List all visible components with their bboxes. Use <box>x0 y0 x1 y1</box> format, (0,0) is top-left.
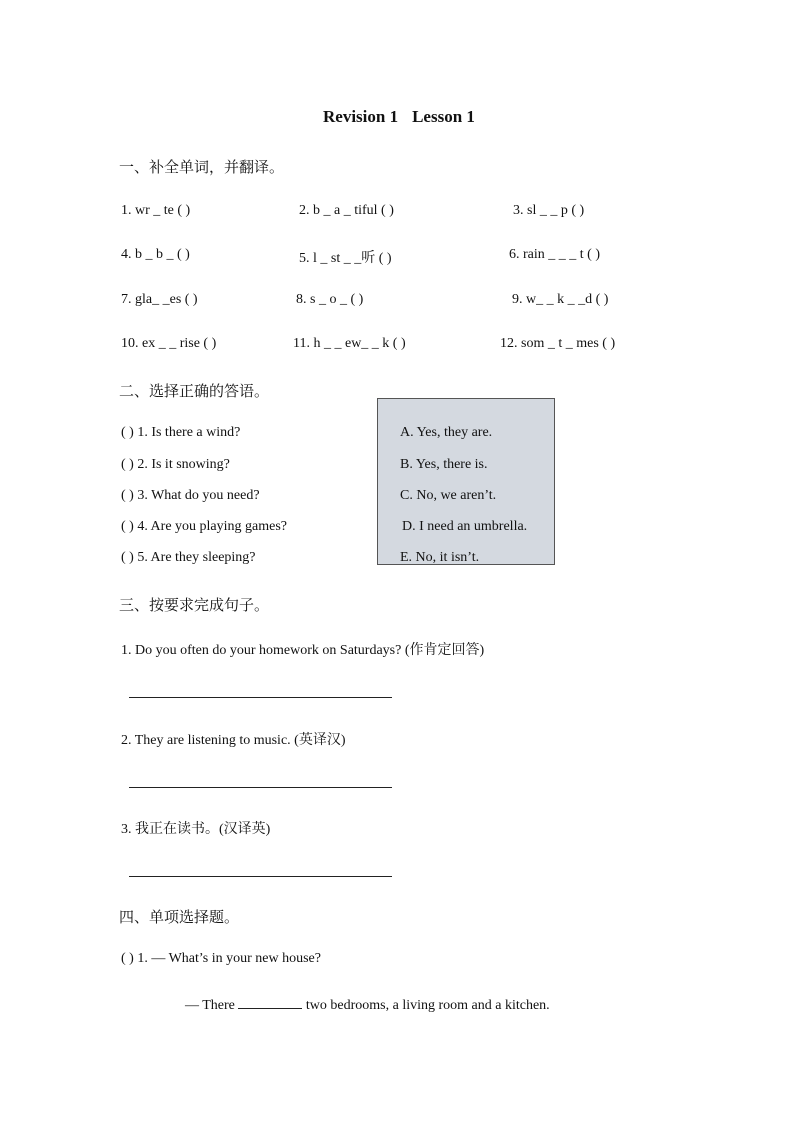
section1-heading: 一、补全单词，并翻译。 <box>119 158 285 176</box>
sentence-task-2: 2. They are listening to music. (英译汉) <box>121 733 346 748</box>
section3-heading: 三、按要求完成句子。 <box>119 596 270 614</box>
word-item-4: 4. b _ b _ ( ) <box>121 247 190 262</box>
sentence-task-1: 1. Do you often do your homework on Saturdays? (作肯定回答) <box>121 643 485 658</box>
choice-question-1-response <box>185 996 550 1014</box>
word-item-8: 8. s _ o _ ( ) <box>296 292 364 307</box>
match-question-5: ( ) 5. Are they sleeping? <box>121 550 256 565</box>
response-text-before: — There <box>185 998 239 1013</box>
section2-heading: 二、选择正确的答语。 <box>119 382 270 400</box>
answer-option-a: A. Yes, they are. <box>400 425 493 440</box>
match-question-1: ( ) 1. Is there a wind? <box>121 425 241 440</box>
answer-option-d: D. I need an umbrella. <box>402 519 528 534</box>
word-item-5: 5. l _ st _ _听 ( ) <box>299 251 392 266</box>
sentence-task-3: 3. 我正在读书。(汉译英) <box>121 822 271 837</box>
answer-option-e: E. No, it isn’t. <box>400 550 480 565</box>
word-item-3: 3. sl _ _ p ( ) <box>513 203 585 218</box>
word-item-6: 6. rain _ _ _ t ( ) <box>509 247 600 262</box>
word-item-10: 10. ex _ _ rise ( ) <box>121 336 217 351</box>
answer-line-2[interactable] <box>129 787 392 788</box>
word-item-2: 2. b _ a _ tiful ( ) <box>299 203 394 218</box>
match-question-4: ( ) 4. Are you playing games? <box>121 519 288 534</box>
answer-option-b: B. Yes, there is. <box>400 457 488 472</box>
word-item-12: 12. som _ t _ mes ( ) <box>500 336 616 351</box>
word-item-11: 11. h _ _ ew_ _ k ( ) <box>293 336 406 351</box>
title-revision: Revision 1 <box>323 107 399 126</box>
word-item-7: 7. gla_ _es ( ) <box>121 292 198 307</box>
choice-question-1: ( ) 1. — What’s in your new house? <box>121 951 321 966</box>
answer-options-box <box>377 398 555 565</box>
response-text-after: two bedrooms, a living room and a kitchen. <box>302 998 550 1013</box>
title-lesson: Lesson 1 <box>412 107 475 126</box>
fill-in-blank[interactable] <box>238 996 302 1009</box>
answer-option-c: C. No, we aren’t. <box>400 488 497 503</box>
match-question-2: ( ) 2. Is it snowing? <box>121 457 230 472</box>
match-question-3: ( ) 3. What do you need? <box>121 488 260 503</box>
word-item-9: 9. w_ _ k _ _d ( ) <box>512 292 609 307</box>
section4-heading: 四、单项选择题。 <box>119 908 240 926</box>
word-item-1: 1. wr _ te ( ) <box>121 203 191 218</box>
page-title <box>323 107 475 127</box>
answer-line-1[interactable] <box>129 697 392 698</box>
answer-line-3[interactable] <box>129 876 392 877</box>
